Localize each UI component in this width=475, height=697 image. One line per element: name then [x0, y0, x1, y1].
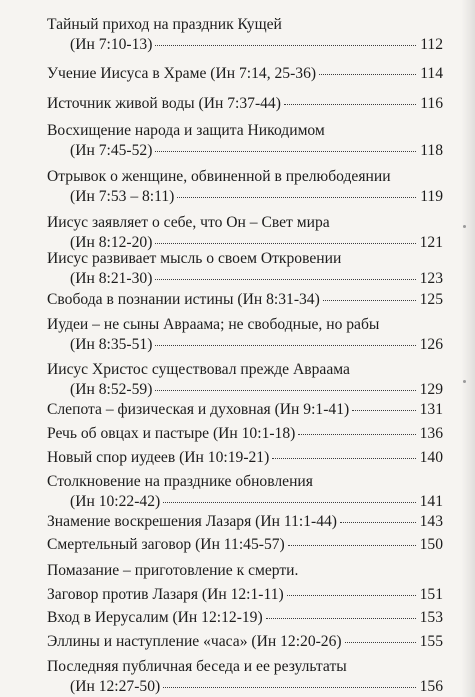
toc-entry-leader-line [47, 608, 443, 628]
toc-entry-title: Смертельный заговор (Ин 11:45-57) [47, 536, 285, 553]
toc-entry-leader-line [47, 380, 443, 400]
toc-entry [47, 249, 443, 289]
toc-entry [47, 315, 443, 355]
dot-leader [287, 595, 416, 596]
toc-entry-leader-line [47, 535, 443, 555]
toc-entry-reference: (Ин 7:10-13) [70, 36, 153, 53]
dot-leader [155, 243, 415, 244]
toc-entry [47, 657, 443, 697]
dot-leader [352, 410, 415, 411]
toc-entry-page-number: 140 [419, 449, 443, 466]
toc-entry-title: Новый спор иудеев (Ин 10:19-21) [47, 449, 270, 466]
toc-entry-reference: (Ин 12:27-50) [70, 678, 161, 695]
toc-entry-title: Знамение воскрешения Лазаря (Ин 11:1-44) [47, 513, 337, 530]
toc-entry [47, 94, 443, 114]
dot-leader [163, 687, 415, 688]
toc-entry-leader-line [47, 335, 443, 355]
toc-entry-leader-line [47, 400, 443, 420]
toc-entry-reference: (Ин 8:35-51) [70, 336, 153, 353]
page-edge-shadow [461, 0, 475, 697]
toc-entry [47, 472, 443, 512]
toc-entry [47, 167, 443, 207]
toc-entry-reference: (Ин 7:53 – 8:11) [70, 188, 175, 205]
toc-entry-page-number: 119 [420, 188, 443, 205]
dot-leader [155, 151, 416, 152]
page-speck [463, 225, 466, 228]
toc-entry-leader-line [47, 187, 443, 207]
toc-entry-reference: (Ин 8:12-20) [70, 234, 153, 251]
toc-entry-page-number: 141 [419, 493, 443, 510]
toc-entry [47, 64, 443, 84]
toc-entry-leader-line [47, 141, 443, 161]
toc-entry-title: Слепота – физическая и духовная (Ин 9:1-41) [47, 401, 350, 418]
dot-leader [345, 642, 416, 643]
toc-entry-leader-line [47, 448, 443, 468]
toc-entry-title: Последняя публичная беседа и ее результаты [47, 658, 347, 675]
dot-leader [340, 522, 416, 523]
dot-leader [272, 458, 415, 459]
toc-entry-leader-line [47, 424, 443, 444]
toc-entry-page-number: 153 [419, 609, 443, 626]
toc-entry-page-number: 116 [420, 95, 443, 112]
toc-entry [47, 424, 443, 444]
toc-entry [47, 360, 443, 400]
dot-leader [298, 434, 415, 435]
toc-entry-page-number: 112 [420, 36, 443, 53]
toc-entry-leader-line [47, 492, 443, 512]
toc-entry-page-number: 143 [419, 513, 443, 530]
toc-entry-leader-line [47, 269, 443, 289]
dot-leader [177, 197, 416, 198]
toc-entry-leader-line [47, 677, 443, 697]
dot-leader [266, 618, 416, 619]
toc-entry-title: Вход в Иерусалим (Ин 12:12-19) [47, 609, 263, 626]
toc-entry-leader-line [47, 35, 443, 55]
toc-entry-title: Источник живой воды (Ин 7:37-44) [47, 95, 281, 112]
toc-entry-page-number: 114 [420, 65, 443, 82]
toc-entry-reference: (Ин 7:45-52) [70, 142, 153, 159]
toc-entry [47, 15, 443, 55]
toc-entry [47, 448, 443, 468]
toc-entry-subtitle: Заговор против Лазаря (Ин 12:1-11) [47, 586, 284, 603]
toc-entry-leader-line [47, 632, 443, 652]
toc-entry-title: Помазание – приготовление к смерти. [47, 562, 299, 579]
toc-entry-reference: (Ин 8:21-30) [70, 270, 153, 287]
toc-entry-title: Иисус развивает мысль о своем Откровении [47, 250, 342, 267]
toc-entry-title: Восхищение народа и защита Никодимом [47, 122, 325, 139]
dot-leader [155, 345, 415, 346]
toc-entry-leader-line [47, 585, 443, 605]
toc-entry-title: Свобода в познании истины (Ин 8:31-34) [47, 291, 320, 308]
toc-entry-page-number: 125 [419, 291, 443, 308]
toc-entry-page-number: 150 [419, 536, 443, 553]
toc-entry-title: Иисус заявляет о себе, что Он – Свет мира [47, 214, 330, 231]
dot-leader [155, 45, 416, 46]
toc-entry-page-number: 123 [419, 270, 443, 287]
toc-entry-page-number: 136 [419, 425, 443, 442]
toc-entry [47, 632, 443, 652]
toc-entry-title: Речь об овцах и пастыре (Ин 10:1-18) [47, 425, 296, 442]
toc-entry-title: Столкновение на празднике обновления [47, 473, 313, 490]
dot-leader [288, 545, 416, 546]
toc-entry-page-number: 155 [419, 633, 443, 650]
toc-entry-page-number: 131 [419, 401, 443, 418]
dot-leader [284, 104, 416, 105]
toc-entry-page-number: 121 [419, 234, 443, 251]
toc-entry [47, 121, 443, 161]
toc-entry-page-number: 151 [419, 586, 443, 603]
toc-entry [47, 512, 443, 532]
toc-entry-leader-line [47, 290, 443, 310]
toc-entry-title: Отрывок о женщине, обвиненной в прелюбодеянии [47, 168, 391, 185]
toc-entry-leader-line [47, 512, 443, 532]
toc-entry-page-number: 129 [419, 381, 443, 398]
toc-entry-reference: (Ин 8:52-59) [70, 381, 153, 398]
toc-entry [47, 400, 443, 420]
toc-entry-title: Иисус Христос существовал прежде Авраама [47, 361, 350, 378]
toc-entry [47, 213, 443, 253]
toc-entry-title: Эллины и наступление «часа» (Ин 12:20-26) [47, 633, 342, 650]
toc-entry-page-number: 156 [419, 678, 443, 695]
toc-entry-leader-line [47, 64, 443, 84]
toc-entry-page-number: 126 [419, 336, 443, 353]
dot-leader [155, 279, 415, 280]
toc-entry [47, 290, 443, 310]
toc-entry-reference: (Ин 10:22-42) [70, 493, 161, 510]
toc-entry [47, 561, 443, 605]
toc-entry [47, 535, 443, 555]
toc-entry-page-number: 118 [420, 142, 443, 159]
toc-entry-title: Учение Иисуса в Храме (Ин 7:14, 25-36) [47, 65, 317, 82]
dot-leader [319, 74, 416, 75]
page-speck [463, 380, 466, 383]
toc-entry-leader-line [47, 94, 443, 114]
toc-entry [47, 608, 443, 628]
dot-leader [155, 390, 415, 391]
dot-leader [323, 300, 416, 301]
toc-entry-title: Тайный приход на праздник Кущей [47, 16, 282, 33]
dot-leader [163, 502, 415, 503]
toc-entry-title: Иудеи – не сыны Авраама; не свободные, но рабы [47, 316, 380, 333]
